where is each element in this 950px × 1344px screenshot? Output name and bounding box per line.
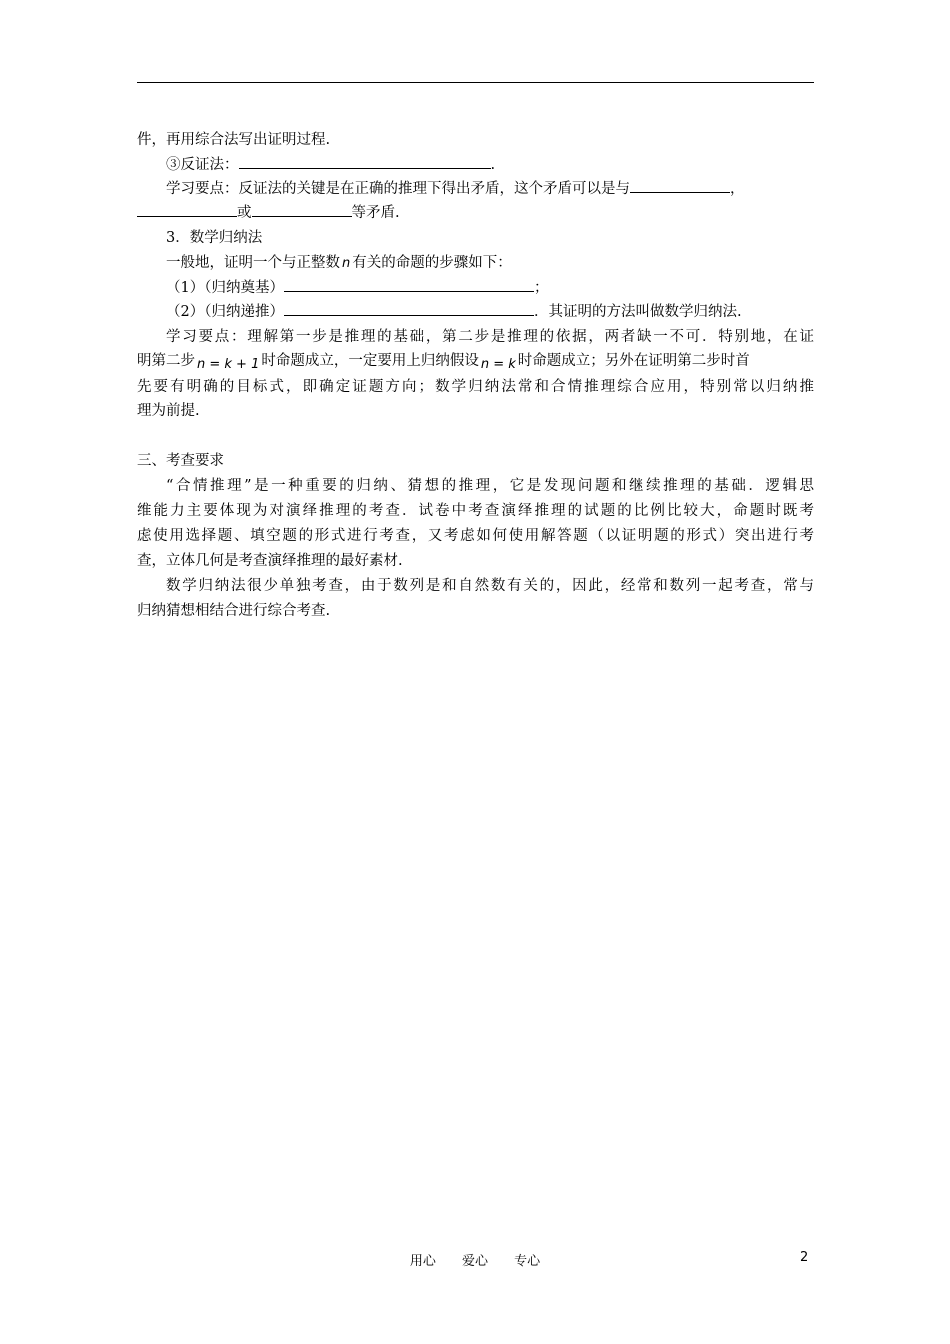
footer-motto: 用心 爱心 专心 <box>409 1254 541 1269</box>
section-heading: 三、考查要求 <box>137 453 224 469</box>
page-number: 2 <box>800 1250 809 1265</box>
text-line: 或 等矛盾. <box>137 202 814 223</box>
text-line: 维能力主要体现为对演绎推理的考查．试卷中考查演绎推理的试题的比例比较大，命题时既考 <box>137 503 814 519</box>
fill-blank <box>284 277 534 292</box>
fill-blank <box>252 202 352 217</box>
study-note-induction: 学习要点：理解第一步是推理的基础，第二步是推理的依据，两者缺一不可．特别地，在证 <box>166 329 814 345</box>
induction-step-2: （2）（归纳递推） ．其证明的方法叫做数学归纳法. <box>166 301 814 322</box>
text-line: “合情推理”是一种重要的归纳、猜想的推理，它是发现问题和继续推理的基础．逻辑思 <box>166 478 814 494</box>
reductio-item: ③反证法： . <box>166 154 814 175</box>
subsection-heading: 3．数学归纳法 <box>166 230 263 246</box>
formula-n-eq-k-plus-1: n = k + 1 <box>197 357 260 372</box>
fill-blank <box>239 154 491 169</box>
formula-n-eq-k: n = k <box>480 357 516 372</box>
study-note-reductio: 学习要点：反证法的关键是在正确的推理下得出矛盾，这个矛盾可以是与 ， <box>166 178 814 199</box>
fill-blank <box>630 178 730 193</box>
text-line: 查，立体几何是考查演绎推理的最好素材. <box>137 553 403 569</box>
induction-step-1: （1）（归纳奠基） ； <box>166 277 814 298</box>
text-line: 虑使用选择题、填空题的形式进行考查，又考虑如何使用解答题（以证明题的形式）突出进行考 <box>137 528 814 544</box>
text-line: 明第二步 n = k + 1 时命题成立，一定要用上归纳假设 n = k 时命题成立；另外在证明第二步时首 <box>137 353 750 372</box>
text-line: 一般地，证明一个与正整数 n 有关的命题的步骤如下： <box>166 255 512 271</box>
text-line: 理为前提. <box>137 403 200 419</box>
fill-blank <box>284 301 534 316</box>
header-rule <box>137 82 814 83</box>
text-line: 先要有明确的目标式，即确定证题方向；数学归纳法常和合情推理综合应用，特别常以归纳推 <box>137 379 814 395</box>
text-line: 归纳猜想相结合进行综合考查. <box>137 603 331 619</box>
text-line: 数学归纳法很少单独考查，由于数列是和自然数有关的，因此，经常和数列一起考查，常与 <box>166 578 814 594</box>
fill-blank <box>137 202 237 217</box>
text-line: 件，再用综合法写出证明过程. <box>137 132 331 148</box>
